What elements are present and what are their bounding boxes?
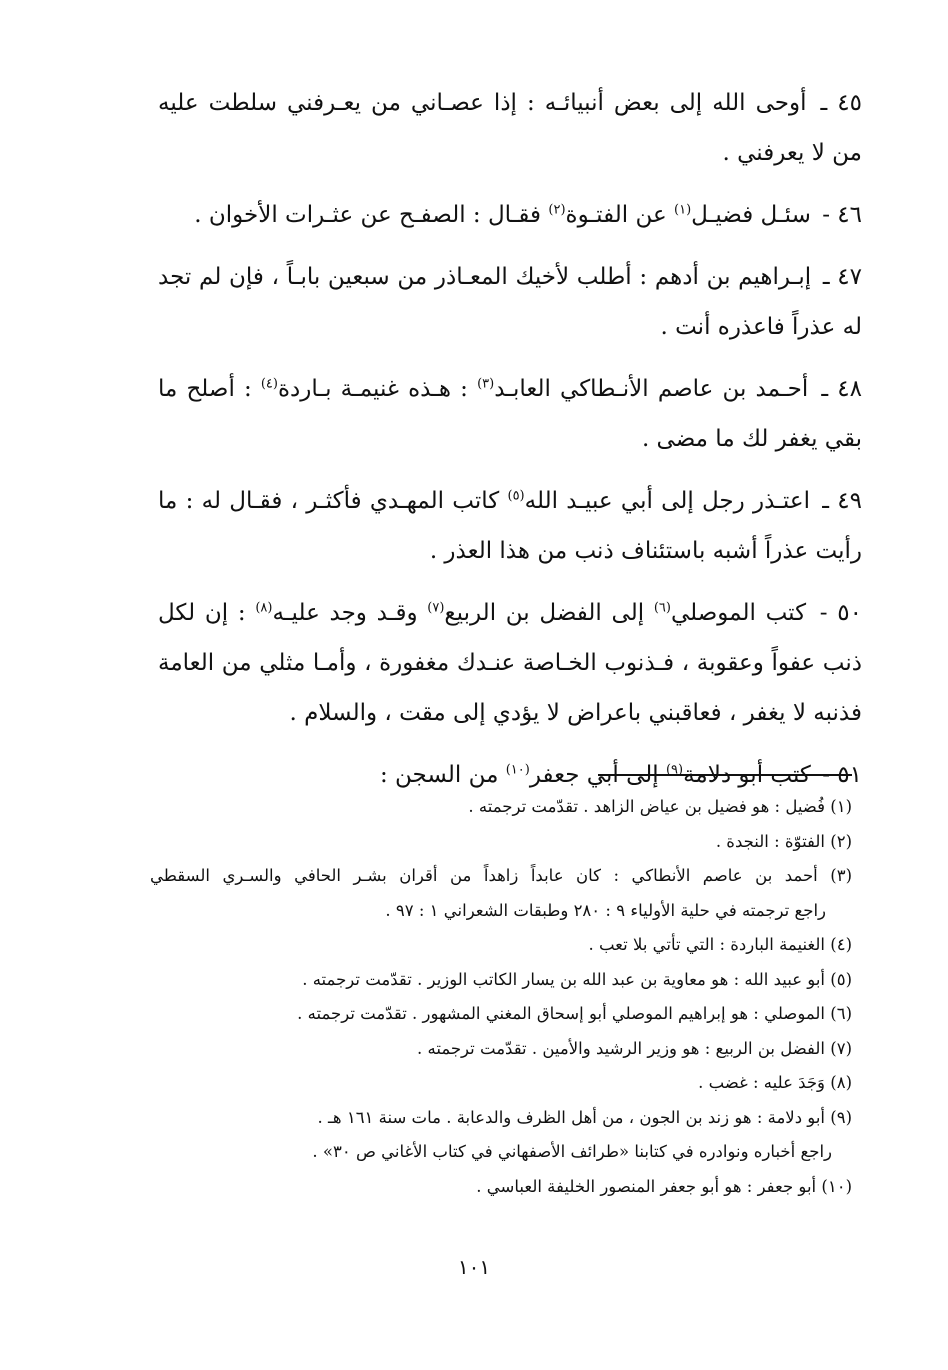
paragraph-text: أحـمد بن عاصم الأنـطاكي العابـد$^{(٣)}$ : هـذه غنيمـة بـاردة$^{(٤)}$ : أصلح ما بقي يغفر لك ما مضى . [158,376,862,452]
paragraph-text: سئـل فضيـل$^{(١)}$ عن الفتـوة$^{(٢)}$ فقـال : الصفـح عن عثـرات الأخوان . [194,202,811,228]
footnote-7: (٧) الفضل بن الربيع : هو وزير الرشيد والأمين . تقدّمت ترجمته . [417,1038,852,1058]
paragraph-45 [158,78,862,178]
paragraph-47 [158,252,862,352]
footnote-3: (٣) أحمد بن عاصم الأنطاكي : كان عابداً زاهداً من أقران بشـر الحافي والسـري السقطي [150,866,852,885]
paragraph-number: ٤٧ ـ [822,264,862,290]
paragraph-text: كتب الموصلي$^{(٦)}$ إلى الفضل بن الربيع$^{(٧)}$ وقـد وجد عليـه$^{(٨)}$ : إن لكل ذنب عفواً وعقوبة ، فـذنوب الخـاصة عنـدك مغفورة ، وأمـا مثلي من العامة فذنبه لا يغفر ، فعاقبني باعراض لا يؤدي إلى مقت ، والسلام . [158,600,862,726]
paragraph-number: ٥٠ - [819,600,862,626]
footnote-marker: (٧) [427,600,445,616]
paragraph-number: ٥١ - [822,762,862,788]
footnote-marker: (٨) [255,600,273,616]
footnote-marker: (٤) [260,376,278,392]
main-text [158,78,862,812]
footnote-8: (٨) وَجَدَ عليه : غضب . [698,1073,852,1092]
paragraph-48 [158,364,862,464]
footnote-marker: (١) [674,202,692,218]
paragraph-49 [158,476,862,576]
paragraph-number: ٤٥ ـ [820,90,862,116]
paragraph-text: إبـراهيم بن أدهم : أطلب لأخيك المعـاذر من سبعين بابـاً ، فإن لم تجد له عذراً فاعذره أنت . [158,264,862,340]
footnote-marker: (٦) [653,600,671,616]
footnote-3-continuation: راجع ترجمته في حلية الأولياء ٩ : ٢٨٠ وطبقات الشعراني ١ : ٩٧ . [385,900,826,920]
footnote-2: (٢) الفتوّة : النجدة . [715,831,852,851]
paragraph-text: اعتـذر رجل إلى أبي عبيـد الله$^{(٥)}$ كاتب المهـدي فأكثـر ، فقـال له : ما رأيت عذراً أشبه باستئناف ذنب من هذا العذر . [158,488,862,564]
footnote-separator [598,774,852,776]
footnote-marker: (٣) [477,376,495,392]
paragraph-50 [158,588,862,738]
footnote-marker: (٢) [548,202,566,218]
footnote-1: (١) فُضيل : هو فضيل بن عياض الزاهد . تقدّمت ترجمته . [468,797,852,816]
paragraph-number: ٤٨ ـ [821,376,863,402]
footnote-marker: (٥) [507,488,525,504]
footnote-9: (٩) أبو دلامة : هو زند بن الجون ، من أهل الظرف والدعابة . مات سنة ١٦١ هـ . [317,1107,852,1127]
footnote-9-continuation: راجع أخباره ونوادره في كتابنا «طرائف الأصفهاني في كتاب الأغاني ص ٣٠» . [312,1142,832,1161]
footnote-10: (١٠) أبو جعفر : هو أبو جعفر المنصور الخليفة العباسي . [476,1176,852,1196]
footnote-6: (٦) الموصلي : هو إبراهيم الموصلي أبو إسحاق المغني المشهور . تقدّمت ترجمته . [297,1004,852,1023]
footnotes [150,790,852,1204]
paragraph-number: ٤٦ - [822,202,862,228]
footnote-4: (٤) الغنيمة الباردة : التي تأتي بلا تعب . [588,935,852,954]
footnote-marker: (٩) [665,762,684,778]
paragraph-number: ٤٩ ـ [822,488,863,514]
page-number: ١٠١ [457,1255,491,1279]
footnote-marker: (١٠) [505,762,530,778]
paragraph-text: كتب أبو دلامة$^{(٩)}$ إلى أبي جعفر$^{(١٠)}$ من السجن : [379,762,811,788]
footnote-5: (٥) أبو عبيد الله : هو معاوية بن عبد الله بن يسار الكاتب الوزير . تقدّمت ترجمته . [302,969,852,989]
paragraph-text: أوحى الله إلى بعض أنبيائـه : إذا عصـاني من يعـرفني سلطت عليه من لا يعرفني . [158,90,862,166]
paragraph-46 [158,190,862,240]
